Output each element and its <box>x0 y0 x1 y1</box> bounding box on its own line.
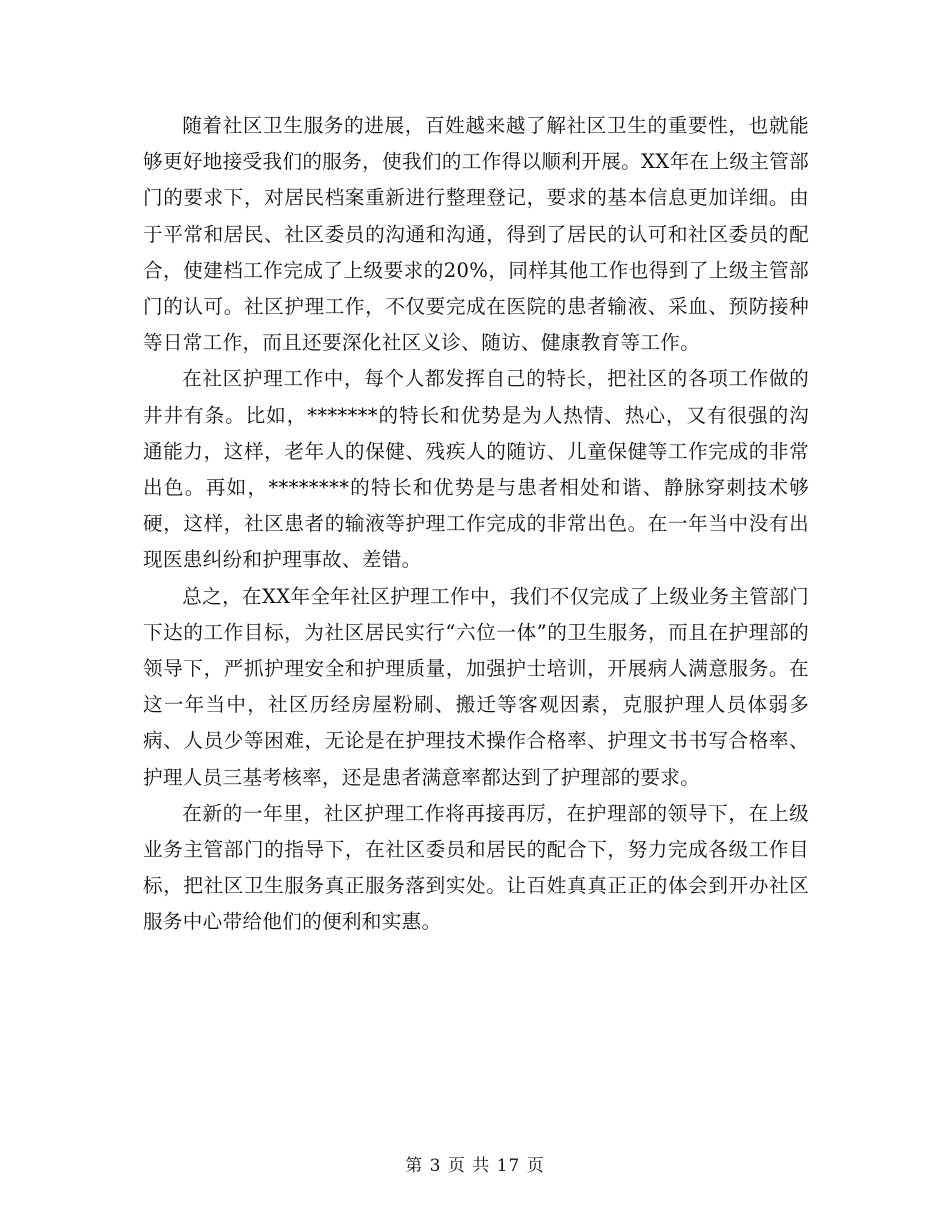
paragraph-4: 在新的一年里，社区护理工作将再接再厉，在护理部的领导下，在上级业务主管部门的指导下，在社区委员和居民的配合下，努力完成各级工作目标，把社区卫生服务真正服务落到实处。让百姓真真正正的体会到开办社区服务中心带给他们的便利和实惠。 <box>143 801 809 934</box>
page-number-footer: 第 3 页 共 17 页 <box>405 1156 545 1176</box>
paragraph-2: 在社区护理工作中，每个人都发挥自己的特长，把社区的各项工作做的井井有条。比如，*******的特长和优势是为人热情、热心，又有很强的沟通能力，这样，老年人的保健、残疾人的随访、儿童保健等工作完成的非常出色。再如，********的特长和优势是与患者相处和谐、静脉穿刺技术够硬，这样，社区患者的输液等护理工作完成的非常出色。在一年当中没有出现医患纠纷和护理事故、差错。 <box>143 367 809 572</box>
paragraph-3: 总之，在XX年全年社区护理工作中，我们不仅完成了上级业务主管部门下达的工作目标，为社区居民实行“六位一体”的卫生服务，而且在护理部的领导下，严抓护理安全和护理质量，加强护士培训，开展病人满意服务。在这一年当中，社区历经房屋粉刷、搬迁等客观因素，克服护理人员体弱多病、人员少等困难，无论是在护理技术操作合格率、护理文书书写合格率、护理人员三基考核率，还是患者满意率都达到了护理部的要求。 <box>143 584 809 789</box>
document-body <box>143 108 809 941</box>
paragraph-1: 随着社区卫生服务的进展，百姓越来越了解社区卫生的重要性，也就能够更好地接受我们的服务，使我们的工作得以顺利开展。XX年在上级主管部门的要求下，对居民档案重新进行整理登记，要求的基本信息更加详细。由于平常和居民、社区委员的沟通和沟通，得到了居民的认可和社区委员的配合，使建档工作完成了上级要求的20%，同样其他工作也得到了上级主管部门的认可。社区护理工作，不仅要完成在医院的患者输液、采血、预防接种等日常工作，而且还要深化社区义诊、随访、健康教育等工作。 <box>143 114 809 355</box>
